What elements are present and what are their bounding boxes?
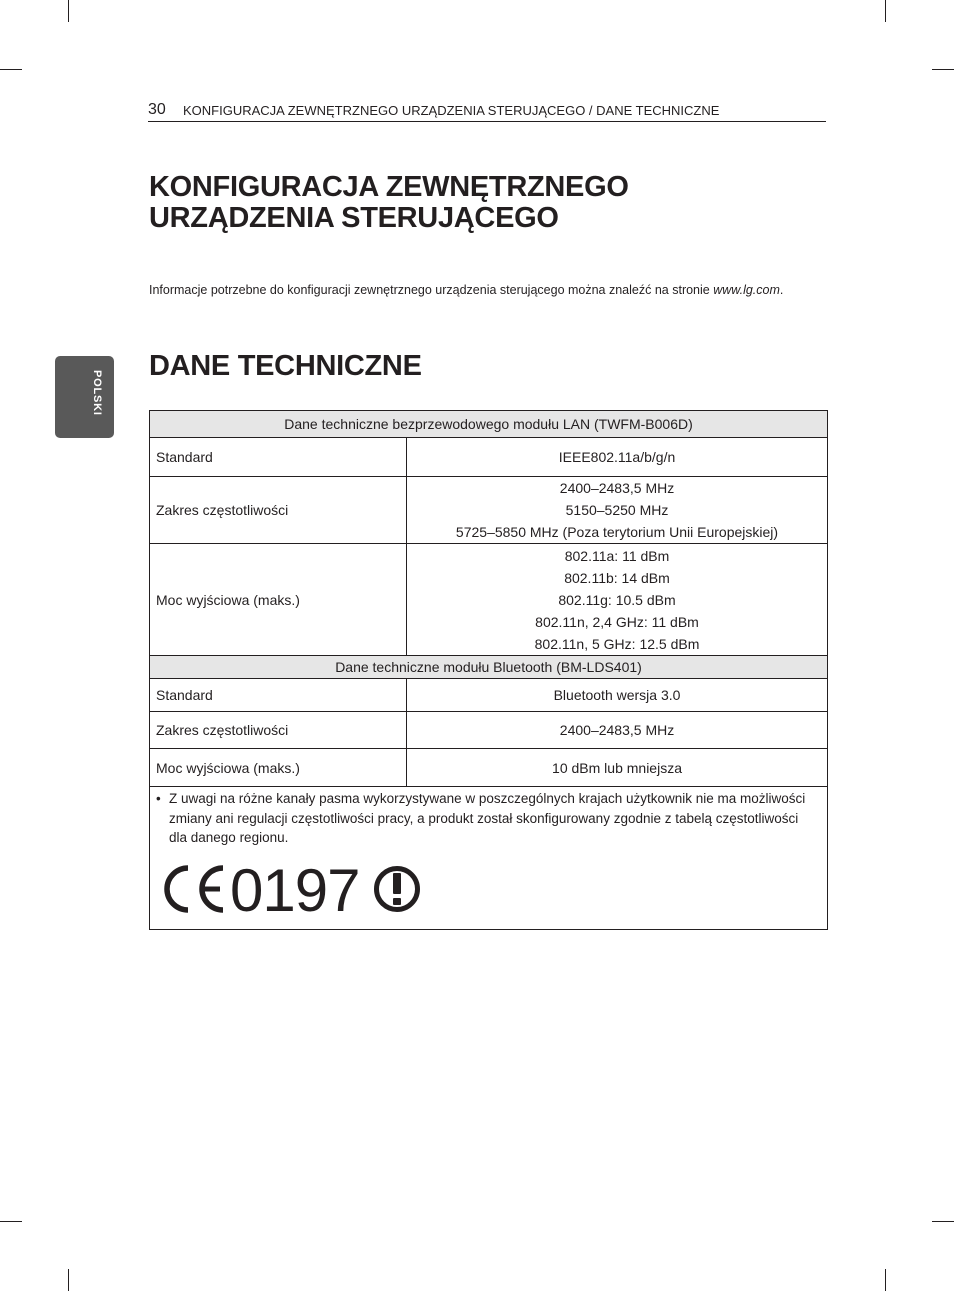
note [156, 789, 819, 848]
row-value: Bluetooth wersja 3.0 [407, 679, 828, 712]
table-row [150, 679, 828, 712]
row-value: 802.11n, 2,4 GHz: 11 dBm [535, 613, 699, 630]
table-row [150, 544, 828, 656]
intro-text: Informacje potrzebne do konfiguracji zewnętrznego urządzenia sterującego można znaleźć na stronie [149, 283, 714, 297]
row-value: 802.11b: 14 dBm [564, 569, 670, 586]
spec-table [149, 410, 828, 930]
row-value: 2400–2483,5 MHz [559, 480, 675, 496]
row-value: IEEE802.11a/b/g/n [407, 438, 828, 477]
bt-header: Dane techniczne modułu Bluetooth (BM-LDS401) [150, 656, 828, 679]
intro-paragraph [149, 282, 839, 298]
intro-end: . [779, 283, 784, 297]
row-label: Standard [150, 438, 407, 477]
notes-cell [150, 787, 828, 930]
table-row [150, 749, 828, 787]
website-link: www.lg.com [713, 283, 780, 297]
crop-mark [68, 1269, 69, 1291]
alert-icon [377, 869, 418, 910]
row-values [407, 544, 828, 656]
crop-mark [932, 69, 954, 70]
row-value: 802.11n, 5 GHz: 12.5 dBm [534, 635, 700, 652]
table-section-header [150, 411, 828, 438]
table-row [150, 438, 828, 477]
running-title: KONFIGURACJA ZEWNĘTRZNEGO URZĄDZENIA STERUJĄCEGO / DANE TECHNICZNE [183, 103, 720, 118]
page-number: 30 [148, 101, 166, 118]
row-values [407, 477, 828, 544]
table-section-header [150, 656, 828, 679]
row-label: Moc wyjściowa (maks.) [150, 544, 407, 656]
row-value: 10 dBm lub mniejsza [407, 749, 828, 787]
row-label: Zakres częstotliwości [150, 712, 407, 749]
section-title-line: KONFIGURACJA ZEWNĘTRZNEGO [149, 171, 629, 203]
row-value: 5150–5250 MHz [565, 502, 669, 518]
row-label: Zakres częstotliwości [150, 477, 407, 544]
ce-number: 0197 [230, 863, 360, 915]
language-tab [55, 356, 114, 438]
language-tab-label: POLSKI [91, 370, 103, 416]
crop-mark [0, 69, 22, 70]
ce-c-icon [167, 868, 188, 910]
ce-mark-logo [158, 863, 428, 915]
note-text: Z uwagi na różne kanały pasma wykorzystywane w poszczególnych krajach użytkownik nie ma możliwości zmiany ani regulacji częstotliwości pracy, a produkt został skonfigurowany zgodnie z tabelą częstotliwości dla danego regionu. [169, 791, 806, 845]
row-label: Standard [150, 679, 407, 712]
table-row [150, 712, 828, 749]
crop-mark [932, 1221, 954, 1222]
table-row [150, 477, 828, 544]
crop-mark [885, 1269, 886, 1291]
row-value: 2400–2483,5 MHz [407, 712, 828, 749]
crop-mark [68, 0, 69, 22]
crop-mark [885, 0, 886, 22]
row-value: 802.11a: 11 dBm [564, 547, 670, 564]
section-title-line: URZĄDZENIA STERUJĄCEGO [149, 202, 559, 234]
section-title-config [149, 172, 829, 234]
row-value: 802.11g: 10.5 dBm [558, 591, 676, 608]
crop-mark [0, 1221, 22, 1222]
row-value: 5725–5850 MHz (Poza terytorium Unii Europejskiej) [455, 524, 779, 540]
section-title-specs: DANE TECHNICZNE [149, 350, 422, 382]
running-header [148, 101, 826, 122]
bullet-icon: • [156, 791, 161, 806]
table-notes-row [150, 787, 828, 930]
lan-header: Dane techniczne bezprzewodowego modułu LAN (TWFM-B006D) [150, 411, 828, 438]
row-label: Moc wyjściowa (maks.) [150, 749, 407, 787]
